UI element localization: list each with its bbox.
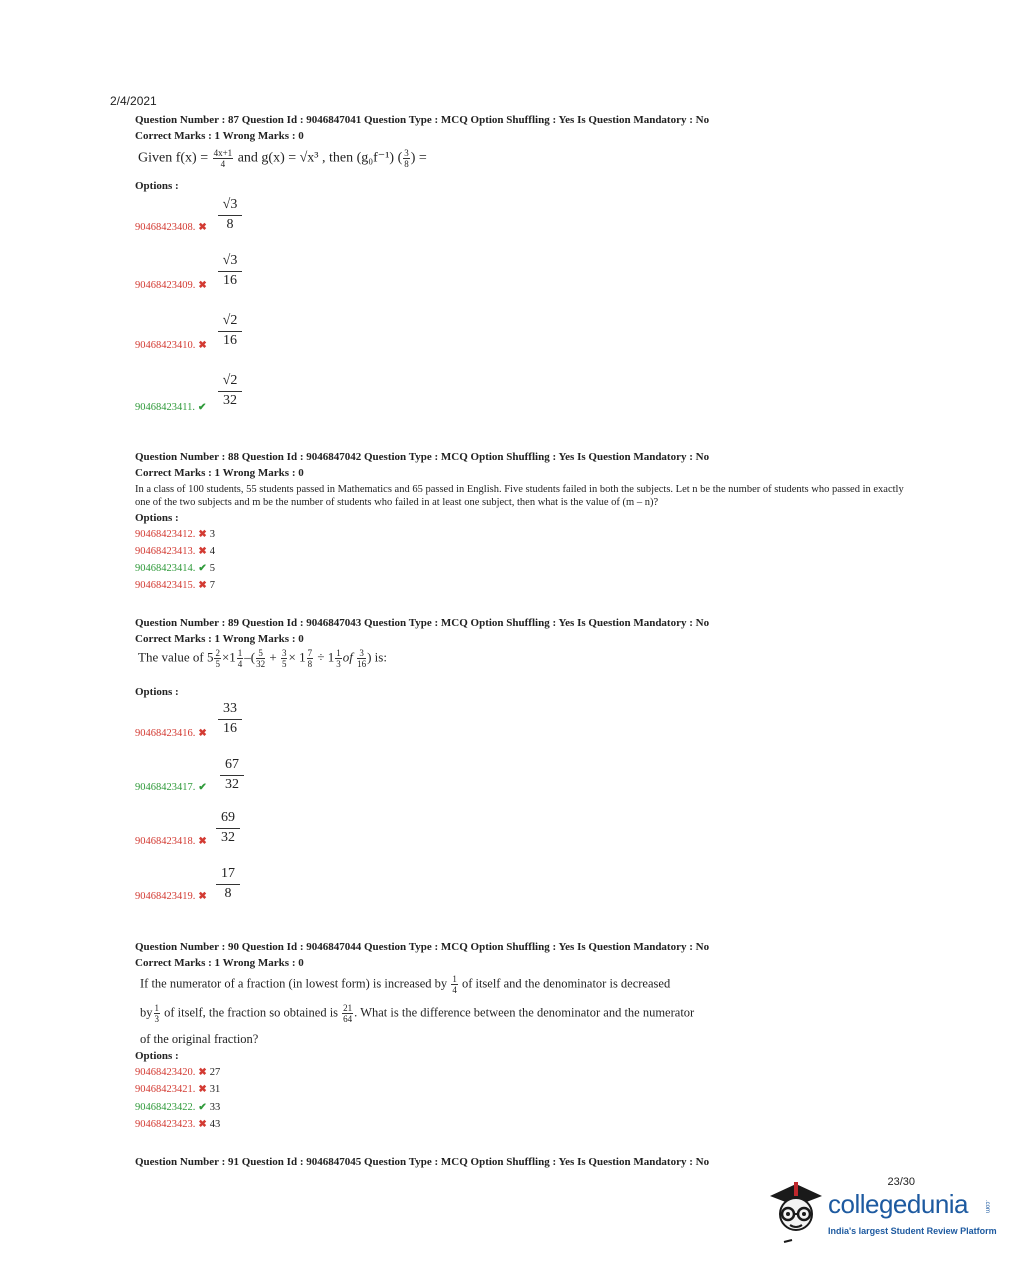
page-number: 23/30 xyxy=(887,1176,915,1188)
q87-opt4-fraction xyxy=(218,372,242,410)
q87-text-b: and g(x) = √x³ , then (g₀f⁻¹) xyxy=(237,150,395,166)
q90-line-2 xyxy=(140,1003,694,1024)
q90-option-3[interactable] xyxy=(135,1102,220,1113)
option-id: 90468423418. xyxy=(135,836,196,847)
q89-opt2-fraction xyxy=(220,756,244,794)
wrong-mark-icon: ✖ xyxy=(198,280,207,291)
option-id: 90468423408. xyxy=(135,222,196,233)
q87-fx-fraction xyxy=(213,148,234,169)
q88-options-label: Options : xyxy=(135,512,179,524)
q89-t4: + xyxy=(269,649,277,665)
wrong-mark-icon: ✖ xyxy=(198,836,207,847)
q91-header: Question Number : 91 Question Id : 9046847045 Question Type : MCQ Option Shuffling : Yes Is Question Mandatory : No xyxy=(135,1156,710,1168)
q90-header: Question Number : 90 Question Id : 9046847044 Question Type : MCQ Option Shuffling : Yes Is Question Mandatory : No xyxy=(135,941,710,953)
option-id: 90468423415. xyxy=(135,580,196,591)
q89-option-2[interactable] xyxy=(135,782,207,793)
correct-mark-icon: ✔ xyxy=(198,1102,207,1113)
q87-option-1[interactable] xyxy=(135,222,207,233)
brand-tagline: India's largest Student Review Platform xyxy=(828,1226,997,1236)
q89-opt1-den: 16 xyxy=(223,721,237,736)
q89-option-3[interactable] xyxy=(135,836,207,847)
wrong-mark-icon: ✖ xyxy=(198,728,207,739)
q90-l2-num2: 21 xyxy=(343,1003,353,1013)
q90-line2-c: . What is the difference between the denominator and the numerator xyxy=(354,1005,695,1020)
q89-t6: ÷ 1 xyxy=(317,649,335,665)
q87-opt2-den: 16 xyxy=(223,273,237,288)
q88-header: Question Number : 88 Question Id : 9046847042 Question Type : MCQ Option Shuffling : Yes Is Question Mandatory : No xyxy=(135,451,710,463)
print-date: 2/4/2021 xyxy=(110,94,157,108)
q90-option-2[interactable] xyxy=(135,1084,220,1095)
q89-f6-num: 1 xyxy=(336,648,341,658)
q87-opt4-den: 32 xyxy=(223,393,237,408)
q89-f7-num: 3 xyxy=(357,648,366,659)
q90-line1-b: of itself and the denominator is decreased xyxy=(461,976,671,991)
q88-marks: Correct Marks : 1 Wrong Marks : 0 xyxy=(135,467,304,479)
q89-t7: of xyxy=(342,649,353,665)
brand-suffix: .com xyxy=(984,1200,990,1214)
q87-arg-num: 3 xyxy=(404,148,409,158)
wrong-mark-icon: ✖ xyxy=(198,891,207,902)
q89-opt4-den: 8 xyxy=(224,886,232,901)
q87-text-c: = xyxy=(418,150,427,166)
q90-l1-num: 1 xyxy=(452,974,457,984)
q87-opt3-den: 16 xyxy=(223,333,237,348)
q87-opt3-fraction xyxy=(218,312,242,350)
q89-options-label: Options : xyxy=(135,686,179,698)
option-value: 7 xyxy=(209,580,216,591)
q90-options-label: Options : xyxy=(135,1050,179,1062)
q89-opt1-num: 33 xyxy=(218,700,242,720)
option-id: 90468423410. xyxy=(135,340,196,351)
q89-option-4[interactable] xyxy=(135,891,207,902)
q89-f3-den: 32 xyxy=(256,659,266,669)
q89-f4-den: 5 xyxy=(281,659,287,669)
q89-t2: ×1 xyxy=(221,649,236,665)
q89-f2-den: 4 xyxy=(237,659,243,669)
q89-opt2-num: 67 xyxy=(220,756,244,776)
correct-mark-icon: ✔ xyxy=(198,402,207,413)
q90-line2-b: of itself, the fraction so obtained is xyxy=(164,1005,339,1020)
option-id: 90468423419. xyxy=(135,891,196,902)
q89-f6-den: 3 xyxy=(336,659,341,669)
q87-opt2-fraction xyxy=(218,252,242,290)
q89-f2-num: 1 xyxy=(237,648,243,658)
option-id: 90468423409. xyxy=(135,280,196,291)
q87-opt2-num: √3 xyxy=(218,252,242,272)
q87-opt1-fraction xyxy=(218,196,242,234)
q89-f4-num: 3 xyxy=(281,648,287,658)
q87-option-4[interactable] xyxy=(135,402,206,413)
q90-l2-num: 1 xyxy=(154,1003,159,1013)
q87-opt1-den: 8 xyxy=(226,217,234,232)
q89-f5-den: 8 xyxy=(307,659,313,669)
option-id: 90468423417. xyxy=(135,782,196,793)
wrong-mark-icon: ✖ xyxy=(198,1119,207,1130)
q89-f1-num: 2 xyxy=(215,648,220,658)
option-id: 90468423412. xyxy=(135,529,196,540)
option-value: 31 xyxy=(209,1084,221,1095)
collegedunia-mascot-icon xyxy=(766,1178,828,1246)
wrong-mark-icon: ✖ xyxy=(198,1067,207,1078)
q87-text-a: Given f(x) = xyxy=(138,150,209,166)
wrong-mark-icon: ✖ xyxy=(198,222,207,233)
q89-marks: Correct Marks : 1 Wrong Marks : 0 xyxy=(135,633,304,645)
q87-option-2[interactable] xyxy=(135,280,207,291)
q89-opt4-fraction xyxy=(216,865,240,903)
option-id: 90468423411. xyxy=(135,402,195,413)
q87-arg-fraction xyxy=(403,148,410,169)
q89-t8: ) is: xyxy=(367,649,387,665)
option-id: 90468423414. xyxy=(135,563,196,574)
option-id: 90468423423. xyxy=(135,1119,196,1130)
wrong-mark-icon: ✖ xyxy=(198,580,207,591)
wrong-mark-icon: ✖ xyxy=(198,546,207,557)
q90-option-4[interactable] xyxy=(135,1119,220,1130)
q87-question: Given f(x) = $\frac{4x+1}{4}$ and g(x) = √x³ , then (g₀f⁻¹) ( $\frac{3}{8}$ ) = xyxy=(138,148,427,169)
q89-opt2-den: 32 xyxy=(225,777,239,792)
q90-l2-den2: 64 xyxy=(343,1014,353,1024)
option-value: 33 xyxy=(209,1102,221,1113)
q89-f7-den: 16 xyxy=(357,659,367,669)
option-id: 90468423420. xyxy=(135,1067,196,1078)
option-value: 3 xyxy=(209,529,216,540)
q87-arg-den: 8 xyxy=(404,159,409,169)
q87-option-3[interactable] xyxy=(135,340,207,351)
q89-t3: –( xyxy=(244,649,256,665)
q89-f3-num: 5 xyxy=(256,648,265,659)
q88-option-3[interactable] xyxy=(135,563,215,574)
q88-option-4[interactable] xyxy=(135,580,215,591)
option-value: 27 xyxy=(209,1067,221,1078)
q87-options-label: Options : xyxy=(135,180,179,192)
correct-mark-icon: ✔ xyxy=(198,782,207,793)
q87-fx-num: 4x+1 xyxy=(213,148,233,158)
q87-fx-den: 4 xyxy=(220,159,226,169)
q89-header: Question Number : 89 Question Id : 9046847043 Question Type : MCQ Option Shuffling : Yes Is Question Mandatory : No xyxy=(135,617,710,629)
wrong-mark-icon: ✖ xyxy=(198,1084,207,1095)
q89-opt4-num: 17 xyxy=(216,865,240,885)
option-id: 90468423421. xyxy=(135,1084,196,1095)
q88-option-1[interactable] xyxy=(135,529,215,540)
q89-opt3-den: 32 xyxy=(221,830,235,845)
q88-option-2[interactable] xyxy=(135,546,215,557)
q90-l2-den: 3 xyxy=(154,1014,159,1024)
q89-option-1[interactable] xyxy=(135,728,207,739)
option-id: 90468423422. xyxy=(135,1102,196,1113)
wrong-mark-icon: ✖ xyxy=(198,340,207,351)
q89-t5: × 1 xyxy=(288,649,306,665)
q89-f1-den: 5 xyxy=(215,659,220,669)
q90-line2-a: by xyxy=(140,1005,153,1020)
q89-text-a: The value of 5 xyxy=(138,649,214,665)
q90-marks: Correct Marks : 1 Wrong Marks : 0 xyxy=(135,957,304,969)
q90-option-1[interactable] xyxy=(135,1067,220,1078)
q89-opt3-fraction xyxy=(216,809,240,847)
q90-line-1 xyxy=(140,974,670,995)
q87-opt1-num: √3 xyxy=(218,196,242,216)
q87-marks: Correct Marks : 1 Wrong Marks : 0 xyxy=(135,130,304,142)
q90-l1-den: 4 xyxy=(452,985,457,995)
option-value: 5 xyxy=(209,563,216,574)
q90-line1-a: If the numerator of a fraction (in lowest form) is increased by xyxy=(140,976,448,991)
option-id: 90468423416. xyxy=(135,728,196,739)
q87-opt4-num: √2 xyxy=(218,372,242,392)
q90-line-3: of the original fraction? xyxy=(140,1032,259,1046)
q89-f5-num: 7 xyxy=(307,648,313,658)
brand-name: collegedunia xyxy=(828,1189,969,1219)
q87-opt3-num: √2 xyxy=(218,312,242,332)
option-value: 4 xyxy=(209,546,216,557)
option-id: 90468423413. xyxy=(135,546,196,557)
q89-question xyxy=(138,648,387,669)
q87-header: Question Number : 87 Question Id : 9046847041 Question Type : MCQ Option Shuffling : Yes Is Question Mandatory : No xyxy=(135,114,710,126)
q88-question: In a class of 100 students, 55 students passed in Mathematics and 65 passed in English. Five students failed in both the subjects. Let n be the number of students who passed in exactly one of the two subjects and m be the number of students who failed in at least one subject, then what is the value of (m – n)? xyxy=(135,484,904,508)
q89-opt1-fraction xyxy=(218,700,242,738)
correct-mark-icon: ✔ xyxy=(198,563,207,574)
q89-opt3-num: 69 xyxy=(216,809,240,829)
wrong-mark-icon: ✖ xyxy=(198,529,207,540)
option-value: 43 xyxy=(209,1119,221,1130)
